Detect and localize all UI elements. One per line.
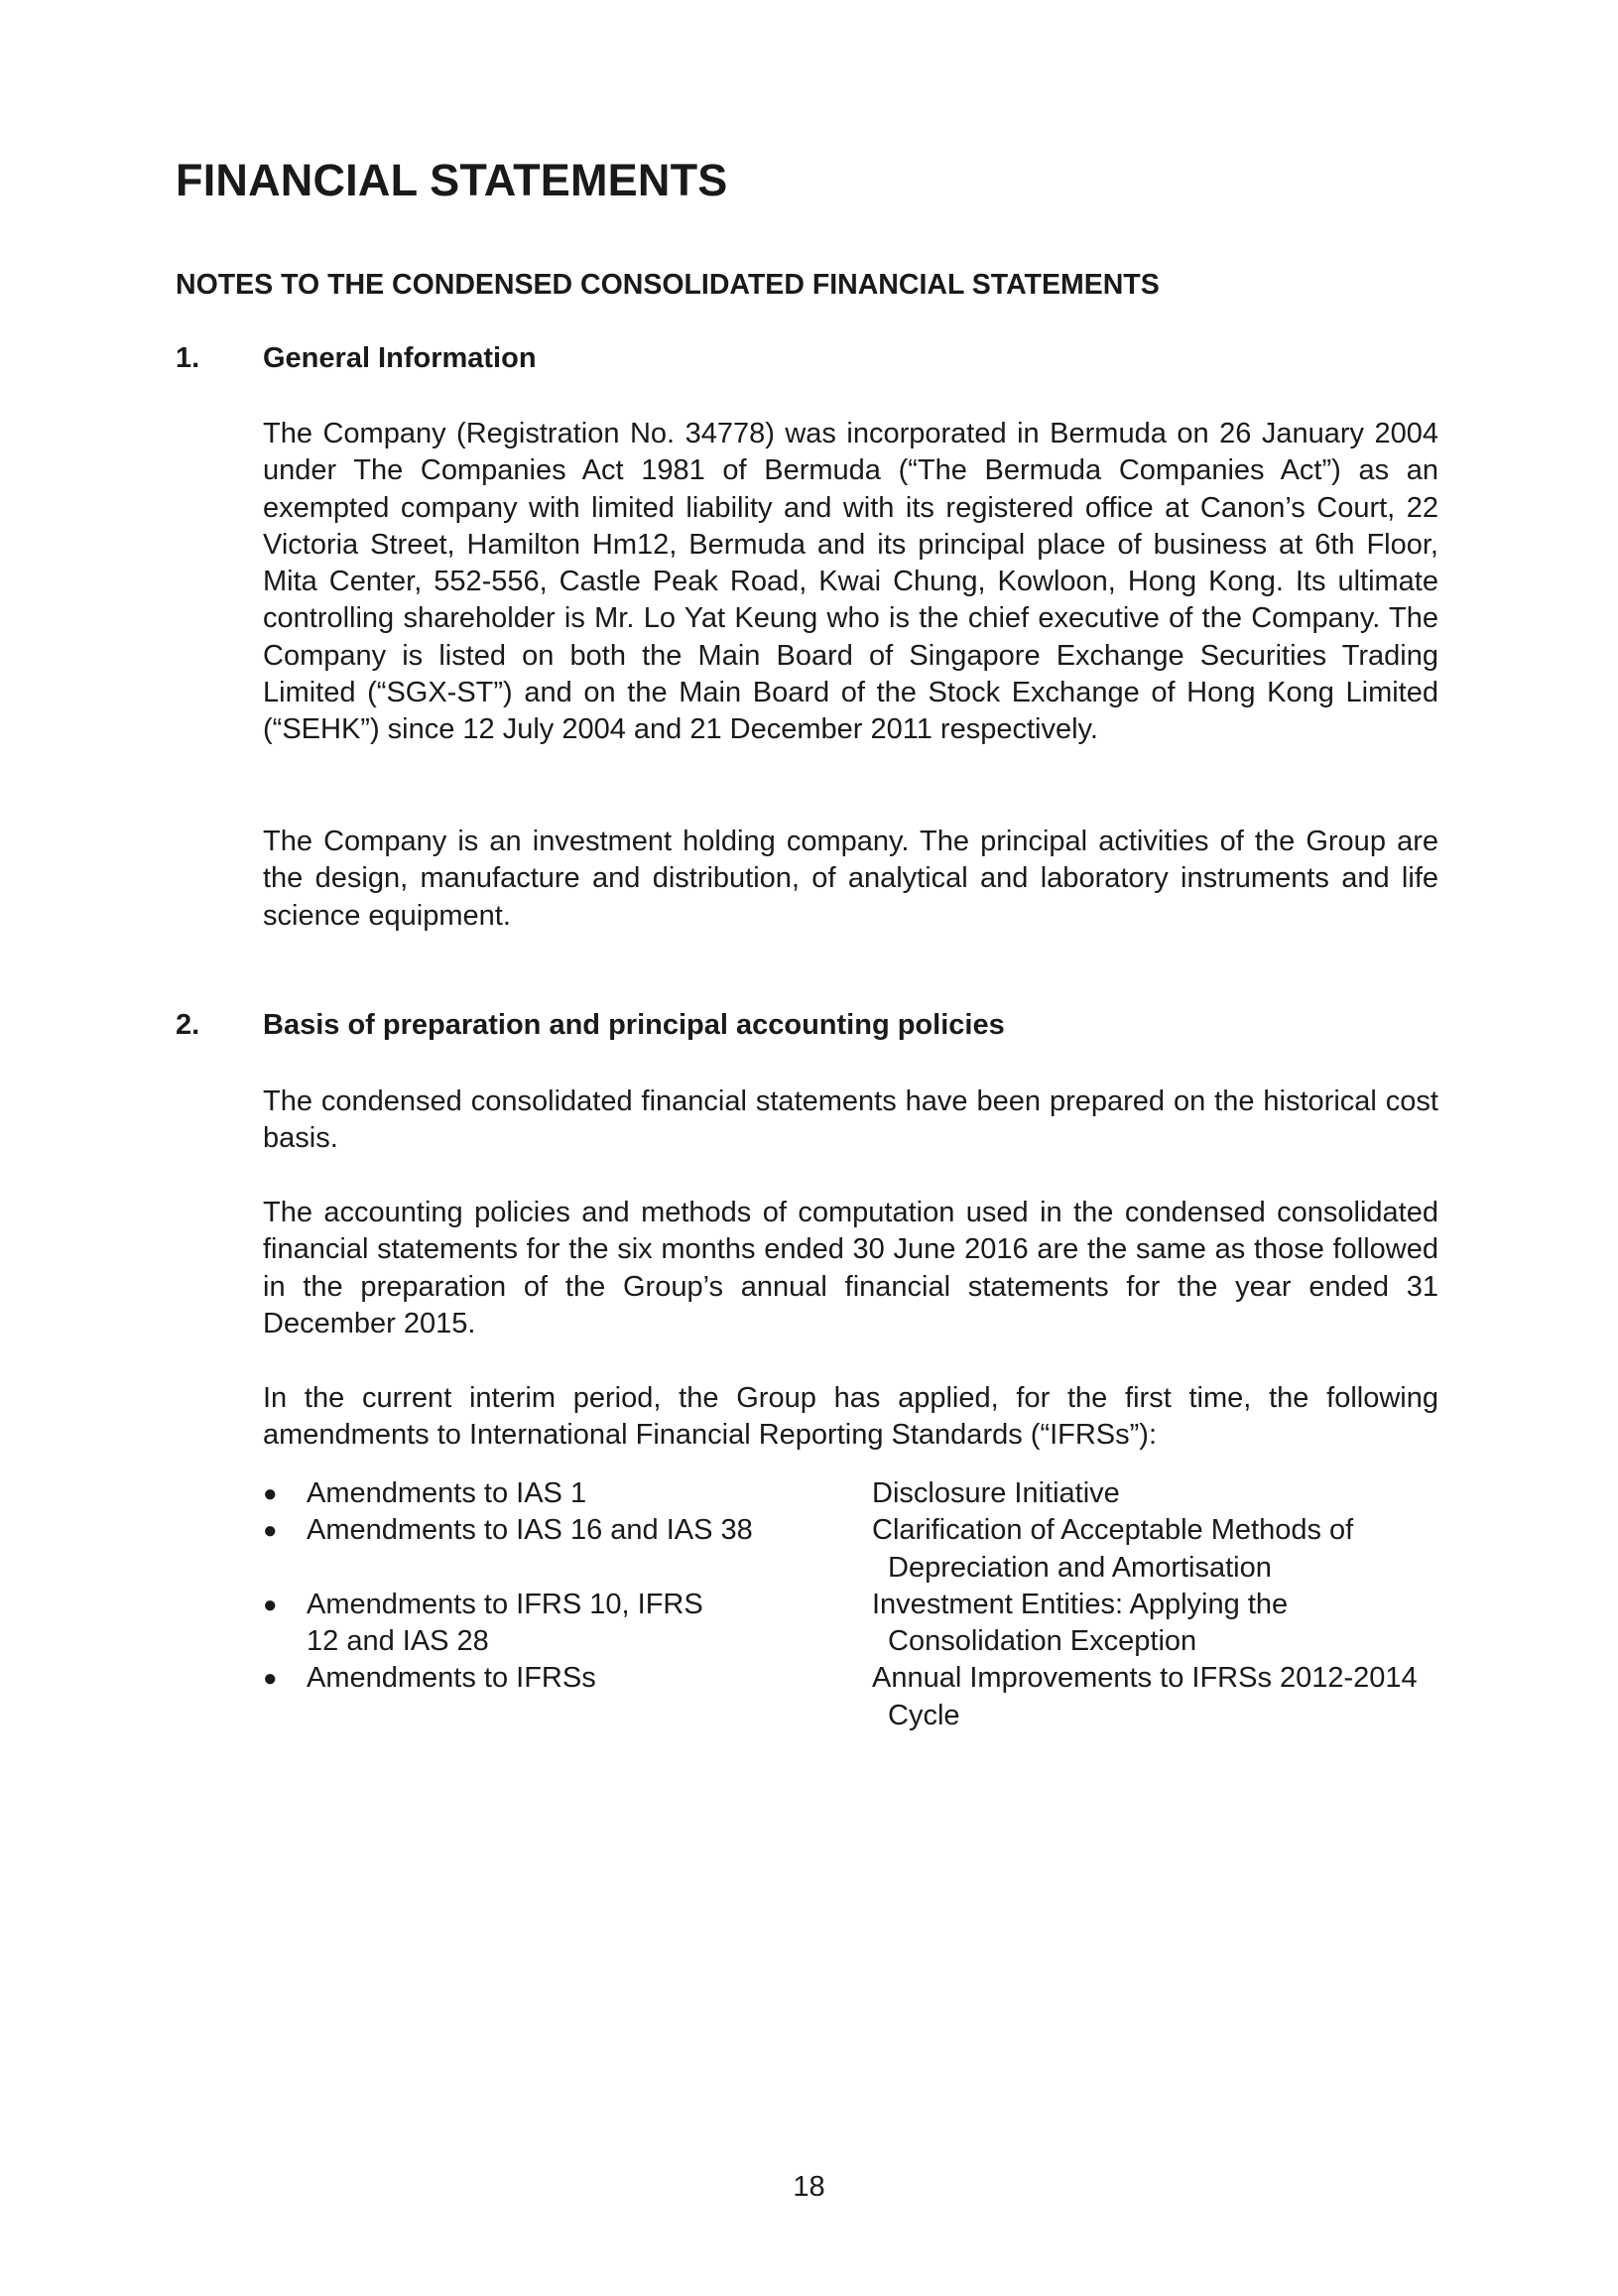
list-item — [263, 1512, 1438, 1587]
bullet-dot-icon: ● — [263, 1665, 278, 1693]
amendment-description: Investment Entities: Applying the Consolidation Exception — [872, 1588, 1289, 1658]
amendment-standard: Amendments to IAS 1 — [307, 1477, 587, 1509]
section-2-title: Basis of preparation and principal accounting policies — [263, 1009, 1005, 1041]
amendment-standard: Amendments to IFRS 10, IFRS 12 and IAS 28 — [307, 1588, 703, 1658]
amendment-standard: Amendments to IFRSs — [307, 1662, 596, 1695]
section-2-number: 2. — [176, 1009, 200, 1041]
list-item — [263, 1587, 1438, 1661]
amendments-list — [263, 1475, 1438, 1734]
amendment-description: Disclosure Initiative — [872, 1477, 1120, 1509]
section-2-paragraph-3: In the current interim period, the Group has applied, for the first time, the following amendments to International Financial Reporting Standards (“IFRSs”): — [263, 1382, 1438, 1452]
section-1-title: General Information — [263, 342, 537, 374]
section-1-paragraph-1: The Company (Registration No. 34778) was incorporated in Bermuda on 26 January 2004 under The Companies Act 1981 of Bermuda (“The Bermuda Companies Act”) as an exempted company with limited liability and with its registered office at Canon’s Court, 22 Victoria Street, Hamilton Hm12, Bermuda and its principal place of business at 6th Floor, Mita Center, 552-556, Castle Peak Road, Kwai Chung, Kowloon, Hong Kong. Its ultimate controlling shareholder is Mr. Lo Yat Keung who is the chief executive of the Company. The Company is listed on both the Main Board of Singapore Exchange Securities Trading Limited (“SGX-ST”) and on the Main Board of the Stock Exchange of Hong Kong Limited (“SEHK”) since 12 July 2004 and 21 December 2011 respectively. — [263, 418, 1438, 746]
section-2-paragraph-1: The condensed consolidated financial statements have been prepared on the historical cost basis. — [263, 1085, 1438, 1155]
section-1-number: 1. — [176, 342, 200, 374]
bullet-dot-icon: ● — [263, 1517, 278, 1545]
amendment-description: Clarification of Acceptable Methods of Depreciation and Amortisation — [872, 1514, 1354, 1584]
notes-subtitle: NOTES TO THE CONDENSED CONSOLIDATED FINANCIAL STATEMENTS — [176, 269, 1160, 301]
amendment-standard: Amendments to IAS 16 and IAS 38 — [307, 1514, 753, 1547]
list-item — [263, 1475, 1438, 1512]
amendment-description: Annual Improvements to IFRSs 2012-2014 Cycle — [872, 1662, 1418, 1731]
list-item — [263, 1660, 1438, 1734]
section-2-paragraph-2: The accounting policies and methods of computation used in the condensed consolidated financial statements for the six months ended 30 June 2016 are the same as those followed in the preparation of the Group’s annual financial statements for the year ended 31 December 2015. — [263, 1197, 1438, 1339]
section-2-heading — [176, 1009, 1005, 1042]
section-1-heading — [176, 342, 537, 375]
page-title: FINANCIAL STATEMENTS — [176, 155, 728, 205]
section-1-paragraph-2: The Company is an investment holding company. The principal activities of the Group are the design, manufacture and distribution, of analytical and laboratory instruments and life science equipment. — [263, 826, 1438, 932]
bullet-dot-icon: ● — [263, 1480, 278, 1507]
page-number: 18 — [793, 2171, 825, 2203]
bullet-dot-icon: ● — [263, 1591, 278, 1618]
